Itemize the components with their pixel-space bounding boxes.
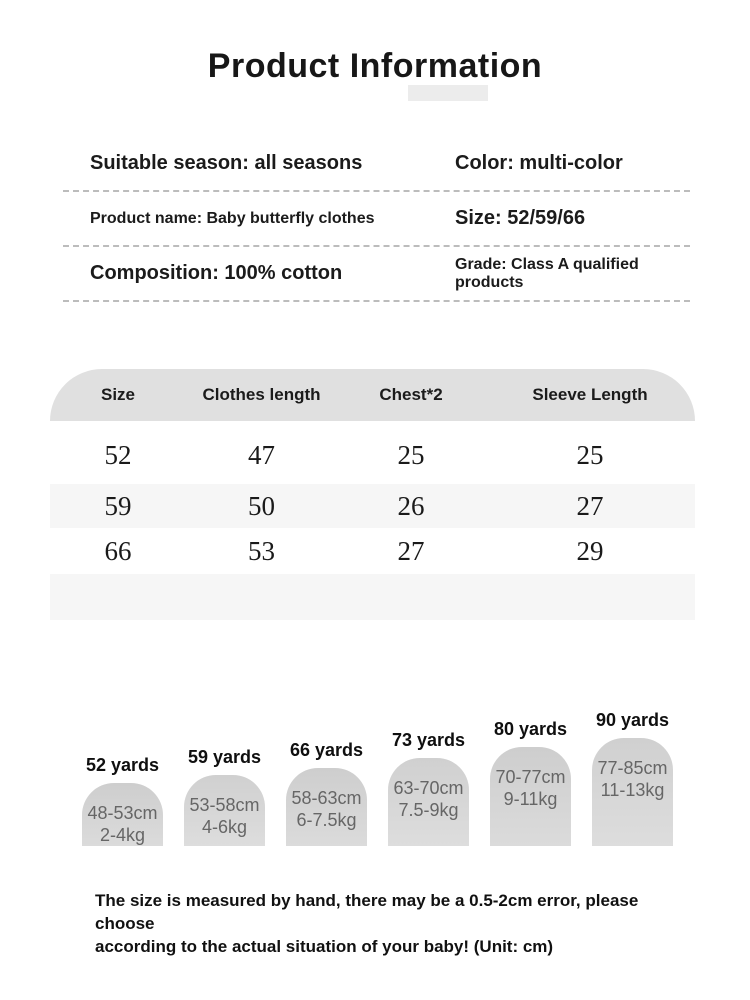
size-chip-73	[388, 730, 469, 846]
size-chip-59	[184, 747, 265, 846]
size-chip-52	[82, 755, 163, 846]
info-row-season-color	[63, 137, 690, 192]
chip-arch	[184, 775, 265, 846]
composition-text: Composition: 100% cotton	[90, 262, 343, 284]
clothes-length-cell: 47	[248, 440, 275, 470]
size-chip-66	[286, 740, 367, 846]
chip-label: 90 yards	[595, 710, 670, 730]
chip-label: 80 yards	[493, 719, 568, 739]
page-title: Product Information	[207, 47, 543, 85]
size-table-header	[50, 369, 695, 421]
chip-arch	[592, 738, 673, 846]
size-chip-80	[490, 719, 571, 846]
chip-height-range: 58-63cm	[291, 788, 362, 808]
size-table	[50, 369, 695, 620]
product-name-text: Product name: Baby butterfly clothes	[90, 209, 375, 227]
col-header-clothes-length: Clothes length	[202, 385, 321, 404]
sleeve-length-cell: 27	[576, 490, 604, 521]
col-header-chest: Chest*2	[379, 385, 443, 404]
table-row	[50, 484, 695, 528]
chip-height-range: 53-58cm	[189, 795, 260, 815]
color-text: Color: multi-color	[455, 152, 623, 174]
size-cell: 59	[104, 490, 132, 521]
chip-weight-range: 4-6kg	[201, 817, 248, 837]
clothes-length-cell: 53	[248, 535, 275, 566]
size-disclaimer-note	[95, 889, 675, 958]
title-highlight-bar	[408, 85, 488, 101]
chip-label: 52 yards	[85, 755, 160, 775]
product-info-list	[63, 137, 690, 302]
size-chip-row	[82, 705, 673, 846]
chip-height-range: 77-85cm	[597, 758, 668, 778]
chip-height-range: 63-70cm	[393, 778, 464, 798]
info-row-composition-grade	[63, 247, 690, 302]
chip-label: 59 yards	[187, 747, 262, 767]
chip-weight-range: 11-13kg	[600, 780, 665, 800]
chip-weight-range: 2-4kg	[99, 825, 146, 845]
chip-arch	[490, 747, 571, 846]
col-header-size: Size	[100, 385, 136, 404]
chip-height-range: 70-77cm	[495, 767, 566, 787]
title-section	[0, 0, 750, 110]
chip-weight-range: 9-11kg	[503, 789, 558, 809]
clothes-length-cell: 50	[248, 490, 275, 521]
chip-arch	[82, 783, 163, 846]
table-row	[50, 421, 695, 484]
table-empty-row	[50, 574, 695, 620]
chip-height-range: 48-53cm	[87, 803, 158, 823]
chest-cell: 27	[397, 535, 425, 566]
table-row	[50, 528, 695, 574]
chip-label: 73 yards	[391, 730, 466, 750]
chip-weight-range: 6-7.5kg	[296, 810, 357, 830]
size-text: Size: 52/59/66	[455, 207, 586, 229]
size-chip-90	[592, 710, 673, 846]
col-header-sleeve-length: Sleeve Length	[532, 385, 648, 404]
grade-text: Grade: Class A qualified products	[455, 255, 639, 291]
info-row-name-size	[63, 192, 690, 247]
chest-cell: 26	[397, 490, 425, 521]
chip-arch	[286, 768, 367, 846]
suitable-season-text: Suitable season: all seasons	[90, 152, 363, 174]
size-cell: 66	[104, 535, 132, 566]
sleeve-length-cell: 29	[576, 535, 604, 566]
size-cell: 52	[104, 440, 132, 470]
chip-weight-range: 7.5-9kg	[398, 800, 459, 820]
chest-cell: 25	[397, 440, 425, 470]
chip-arch	[388, 758, 469, 846]
note-line-1: The size is measured by hand, there may be a 0.5-2cm error, please choose	[95, 891, 639, 933]
chip-label: 66 yards	[289, 740, 364, 760]
sleeve-length-cell: 25	[576, 440, 604, 470]
note-line-2: according to the actual situation of your baby! (Unit: cm)	[95, 937, 554, 956]
